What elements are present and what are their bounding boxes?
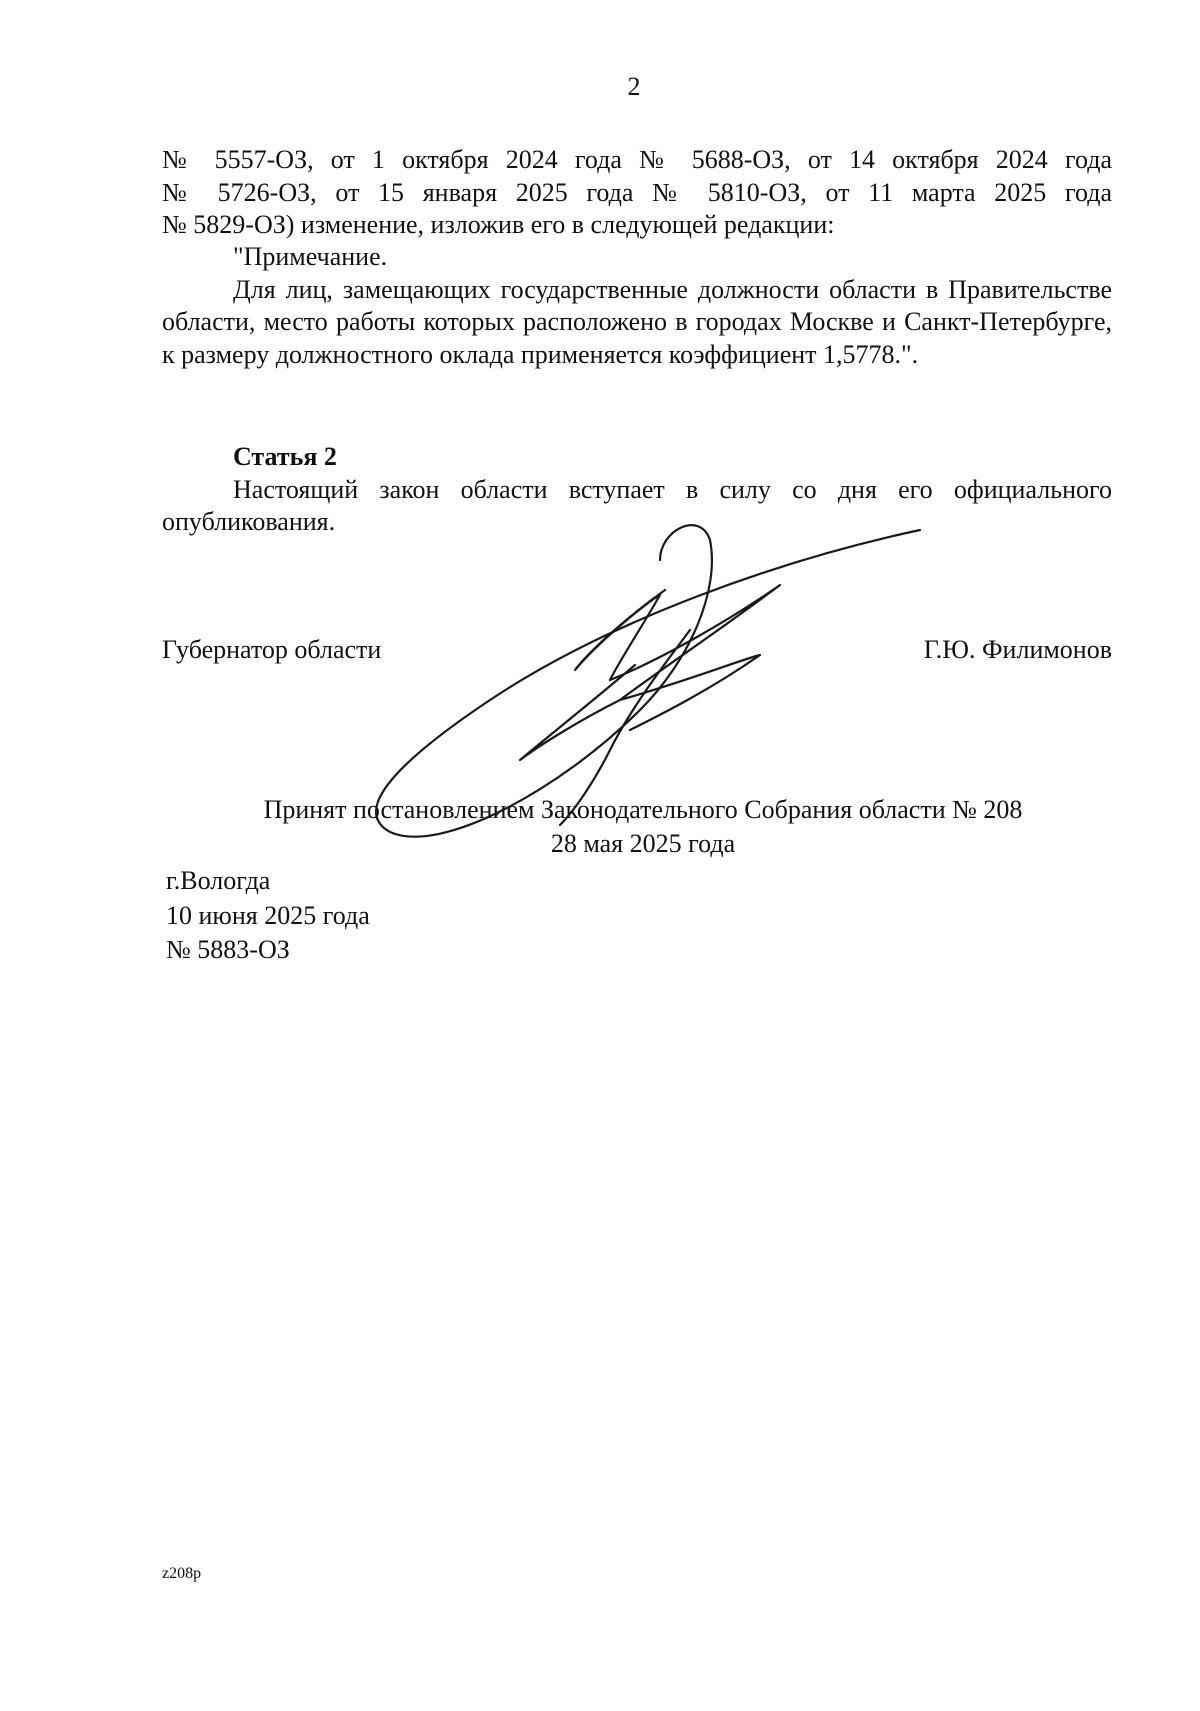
city: г.Вологда (166, 866, 271, 895)
place-and-date (166, 864, 370, 968)
signing-date: 10 июня 2025 года (166, 900, 370, 930)
signature-row (162, 635, 1112, 669)
adoption-note (162, 793, 1112, 861)
note-heading: "Примечание. (233, 242, 388, 271)
signatory-position: Губернатор области (162, 635, 382, 664)
article-2-title: Статья 2 (233, 442, 337, 471)
note-text: Для лиц, замещающих государственные должности области в Правительстве области, место работы которых расположено в городах Москве и Санкт-Петербурге, к размеру должностного оклада применяется коэффициент 1,5778.". (162, 274, 1112, 369)
amendment-continuation (162, 144, 1112, 242)
adoption-line: Принят постановлением Законодательного Собрания области № 208 (263, 795, 1023, 824)
continuation-line-2: № 5726-ОЗ, от 15 января 2025 года № 5810-ОЗ, от 11 марта 2025 года (162, 177, 1112, 207)
law-number: № 5883-ОЗ (166, 935, 290, 964)
article-2 (162, 441, 1112, 539)
adoption-date: 28 мая 2025 года (550, 829, 736, 858)
continuation-line-3: № 5829-ОЗ) изменение, изложив его в следующей редакции: (162, 210, 835, 239)
continuation-line-1: № 5557-ОЗ, от 1 октября 2024 года № 5688-ОЗ, от 14 октября 2024 года (162, 145, 1112, 174)
page-number: 2 (627, 72, 641, 101)
article-2-text: Настоящий закон области вступает в силу со дня его официального опубликования. (162, 474, 1112, 536)
document-code: z208р (162, 1565, 202, 1582)
note-block (162, 241, 1112, 371)
signatory-name: Г.Ю. Филимонов (923, 635, 1112, 664)
